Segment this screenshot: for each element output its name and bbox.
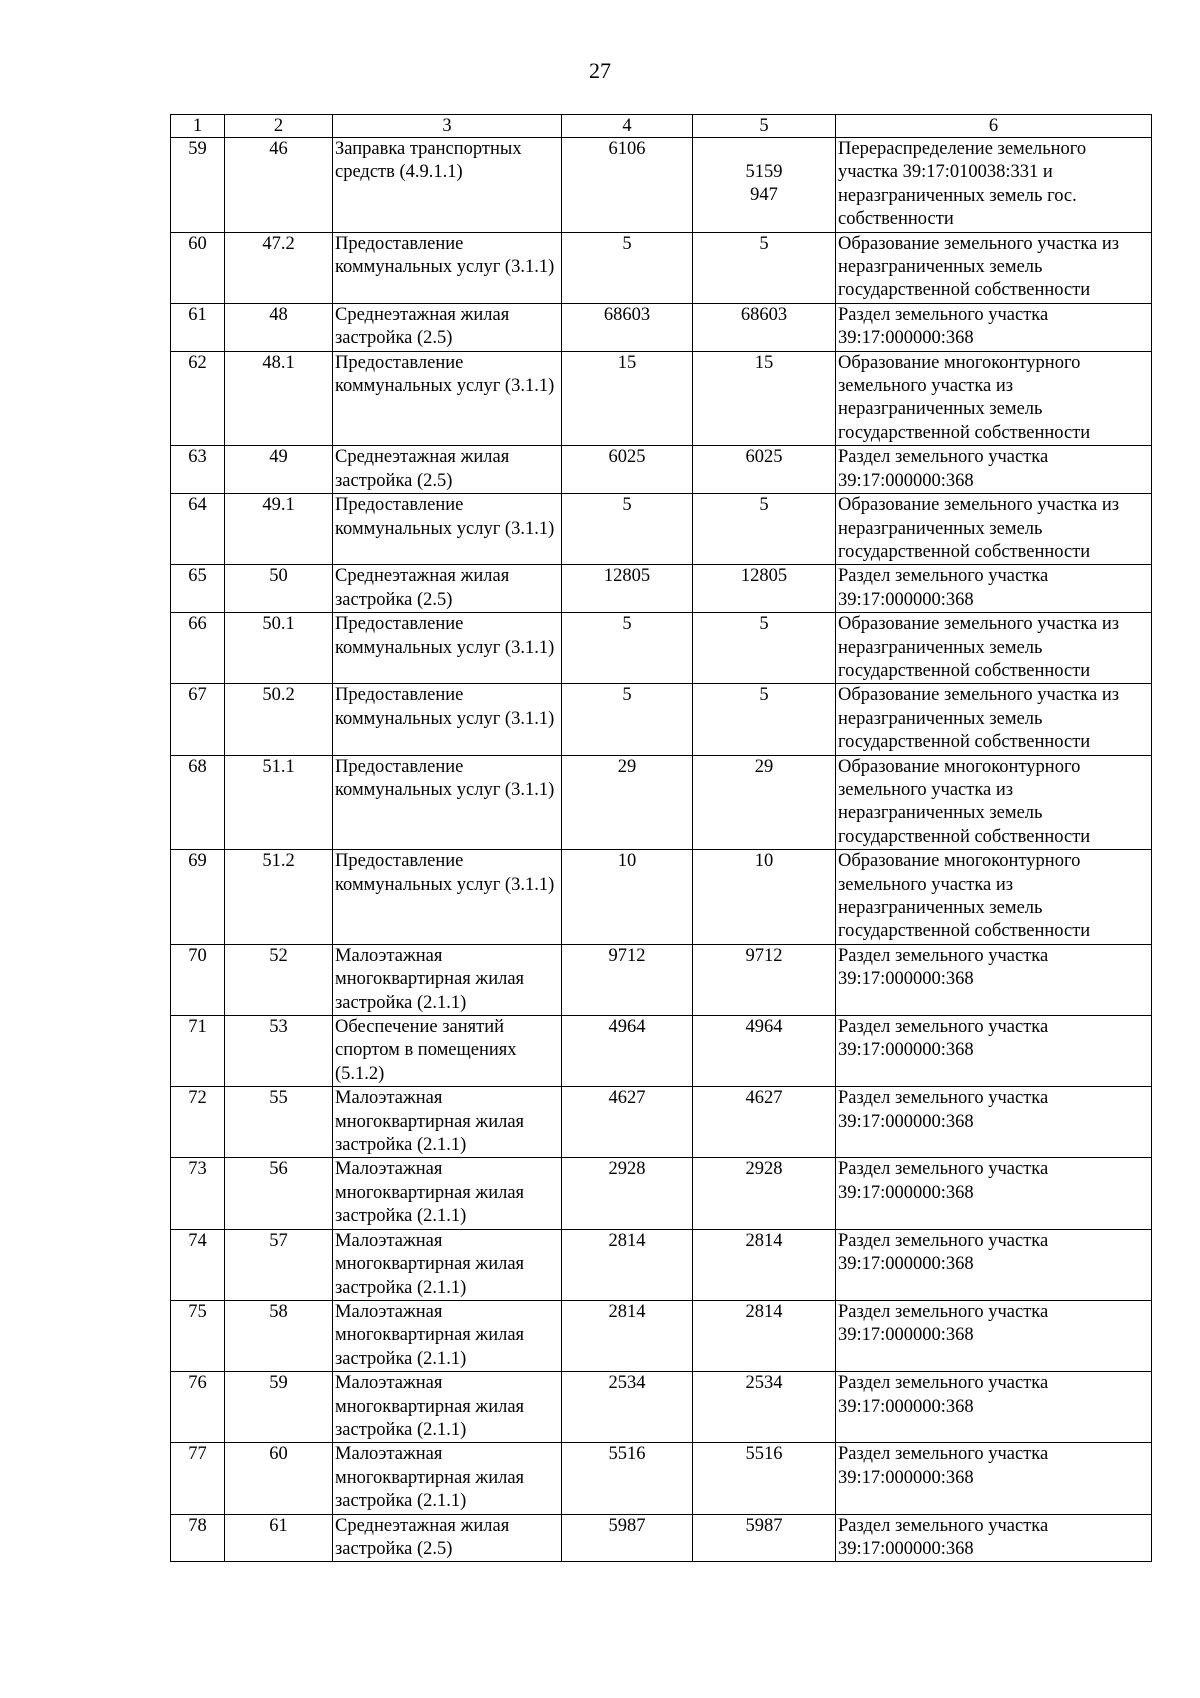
plot-number-cell: 60 <box>225 1443 333 1514</box>
row-number-cell: 61 <box>171 303 225 351</box>
plot-number-cell: 51.2 <box>225 850 333 945</box>
area-cell: 5987 <box>562 1514 693 1562</box>
permitted-use-cell: Предоставление коммунальных услуг (3.1.1) <box>333 850 562 945</box>
table-row <box>171 1158 1152 1229</box>
table-row <box>171 1514 1152 1562</box>
formation-method-cell: Раздел земельного участка 39:17:000000:368 <box>836 1372 1152 1443</box>
formation-method-cell: Образование многоконтурного земельного участка из неразграниченных земель государственной собственности <box>836 351 1152 446</box>
formed-area-cell: 9712 <box>693 944 836 1015</box>
formation-method-cell: Перераспределение земельного участка 39:17:010038:331 и неразграниченных земель гос. собственности <box>836 138 1152 233</box>
formation-method-cell: Образование земельного участка из неразграниченных земель государственной собственности <box>836 232 1152 303</box>
formation-method-cell: Раздел земельного участка 39:17:000000:368 <box>836 1016 1152 1087</box>
formed-area-cell: 2928 <box>693 1158 836 1229</box>
formed-area-cell: 5 <box>693 613 836 684</box>
table-row <box>171 565 1152 613</box>
formed-area-cell: 29 <box>693 755 836 850</box>
plot-number-cell: 52 <box>225 944 333 1015</box>
formation-method-cell: Образование земельного участка из неразграниченных земель государственной собственности <box>836 613 1152 684</box>
row-number-cell: 76 <box>171 1372 225 1443</box>
table-row <box>171 1016 1152 1087</box>
formed-area-cell: 5 <box>693 684 836 755</box>
row-number-cell: 67 <box>171 684 225 755</box>
permitted-use-cell: Предоставление коммунальных услуг (3.1.1) <box>333 755 562 850</box>
row-number-cell: 62 <box>171 351 225 446</box>
table-row <box>171 1229 1152 1300</box>
formed-area-cell: 5987 <box>693 1514 836 1562</box>
area-cell: 9712 <box>562 944 693 1015</box>
area-part-value: 947 <box>750 185 778 206</box>
row-number-cell: 66 <box>171 613 225 684</box>
row-number-cell: 75 <box>171 1300 225 1371</box>
area-cell: 5 <box>562 613 693 684</box>
permitted-use-cell: Среднеэтажная жилая застройка (2.5) <box>333 446 562 494</box>
row-number-cell: 77 <box>171 1443 225 1514</box>
area-cell: 2928 <box>562 1158 693 1229</box>
plot-number-cell: 47.2 <box>225 232 333 303</box>
permitted-use-cell: Предоставление коммунальных услуг (3.1.1) <box>333 684 562 755</box>
formed-area-cell: 4964 <box>693 1016 836 1087</box>
formation-method-cell: Раздел земельного участка 39:17:000000:368 <box>836 1514 1152 1562</box>
area-cell: 5 <box>562 684 693 755</box>
plot-number-cell: 58 <box>225 1300 333 1371</box>
row-number-cell: 74 <box>171 1229 225 1300</box>
table-row <box>171 351 1152 446</box>
plot-number-cell: 61 <box>225 1514 333 1562</box>
row-number-cell: 78 <box>171 1514 225 1562</box>
row-number-cell: 71 <box>171 1016 225 1087</box>
row-number-cell: 63 <box>171 446 225 494</box>
permitted-use-cell: Среднеэтажная жилая застройка (2.5) <box>333 303 562 351</box>
row-number-cell: 68 <box>171 755 225 850</box>
permitted-use-cell: Предоставление коммунальных услуг (3.1.1) <box>333 613 562 684</box>
plot-number-cell: 57 <box>225 1229 333 1300</box>
formed-area-cell: 12805 <box>693 565 836 613</box>
plot-number-cell: 48.1 <box>225 351 333 446</box>
permitted-use-cell: Среднеэтажная жилая застройка (2.5) <box>333 565 562 613</box>
formation-method-cell: Образование земельного участка из неразграниченных земель государственной собственности <box>836 494 1152 565</box>
column-header: 1 <box>171 115 225 138</box>
permitted-use-cell: Малоэтажная многоквартирная жилая застройка (2.1.1) <box>333 1300 562 1371</box>
plot-number-cell: 50.2 <box>225 684 333 755</box>
plot-number-cell: 50 <box>225 565 333 613</box>
area-cell: 5 <box>562 232 693 303</box>
table-row <box>171 944 1152 1015</box>
table-row <box>171 1372 1152 1443</box>
formation-method-cell: Раздел земельного участка 39:17:000000:368 <box>836 944 1152 1015</box>
plot-number-cell: 51.1 <box>225 755 333 850</box>
permitted-use-cell: Малоэтажная многоквартирная жилая застройка (2.1.1) <box>333 1158 562 1229</box>
permitted-use-cell: Предоставление коммунальных услуг (3.1.1) <box>333 232 562 303</box>
table-row <box>171 494 1152 565</box>
row-number-cell: 64 <box>171 494 225 565</box>
area-cell: 4627 <box>562 1087 693 1158</box>
table-row <box>171 755 1152 850</box>
area-cell: 29 <box>562 755 693 850</box>
area-cell: 12805 <box>562 565 693 613</box>
row-number-cell: 60 <box>171 232 225 303</box>
plot-number-cell: 53 <box>225 1016 333 1087</box>
area-cell: 15 <box>562 351 693 446</box>
formed-area-cell: 2814 <box>693 1229 836 1300</box>
permitted-use-cell: Предоставление коммунальных услуг (3.1.1) <box>333 494 562 565</box>
table-row <box>171 1443 1152 1514</box>
area-cell: 2814 <box>562 1300 693 1371</box>
formation-method-cell: Раздел земельного участка 39:17:000000:368 <box>836 1300 1152 1371</box>
column-header: 3 <box>333 115 562 138</box>
area-cell: 10 <box>562 850 693 945</box>
permitted-use-cell: Малоэтажная многоквартирная жилая застройка (2.1.1) <box>333 1229 562 1300</box>
row-number-cell: 65 <box>171 565 225 613</box>
area-cell: 6025 <box>562 446 693 494</box>
formed-area-cell: 6025 <box>693 446 836 494</box>
area-cell: 68603 <box>562 303 693 351</box>
permitted-use-cell: Малоэтажная многоквартирная жилая застройка (2.1.1) <box>333 1443 562 1514</box>
formed-area-cell: 68603 <box>693 303 836 351</box>
formed-area-cell: 2534 <box>693 1372 836 1443</box>
formation-method-cell: Раздел земельного участка 39:17:000000:368 <box>836 446 1152 494</box>
column-header: 2 <box>225 115 333 138</box>
table-row <box>171 232 1152 303</box>
table-row <box>171 1087 1152 1158</box>
row-number-cell: 73 <box>171 1158 225 1229</box>
plot-number-cell: 59 <box>225 1372 333 1443</box>
table-row <box>171 850 1152 945</box>
formation-method-cell: Раздел земельного участка 39:17:000000:368 <box>836 1229 1152 1300</box>
area-cell: 5 <box>562 494 693 565</box>
formed-area-cell: 5 <box>693 232 836 303</box>
formed-area-cell: 15 <box>693 351 836 446</box>
table-row <box>171 138 1152 233</box>
permitted-use-cell: Малоэтажная многоквартирная жилая застройка (2.1.1) <box>333 1372 562 1443</box>
plot-number-cell: 56 <box>225 1158 333 1229</box>
area-cell: 2534 <box>562 1372 693 1443</box>
permitted-use-cell: Заправка транспортных средств (4.9.1.1) <box>333 138 562 233</box>
row-number-cell: 59 <box>171 138 225 233</box>
area-parts-cell <box>693 138 836 233</box>
area-cell: 4964 <box>562 1016 693 1087</box>
plot-number-cell: 49.1 <box>225 494 333 565</box>
table-row <box>171 684 1152 755</box>
plot-number-cell: 50.1 <box>225 613 333 684</box>
permitted-use-cell: Малоэтажная многоквартирная жилая застройка (2.1.1) <box>333 944 562 1015</box>
formed-area-cell: 10 <box>693 850 836 945</box>
area-part-value: 5159 <box>745 162 783 182</box>
column-header: 6 <box>836 115 1152 138</box>
area-cell: 5516 <box>562 1443 693 1514</box>
formation-method-cell: Раздел земельного участка 39:17:000000:368 <box>836 303 1152 351</box>
formation-method-cell: Образование земельного участка из неразграниченных земель государственной собственности <box>836 684 1152 755</box>
formation-method-cell: Раздел земельного участка 39:17:000000:368 <box>836 1158 1152 1229</box>
permitted-use-cell: Среднеэтажная жилая застройка (2.5) <box>333 1514 562 1562</box>
table-row <box>171 303 1152 351</box>
table-header-row <box>171 115 1152 138</box>
formation-method-cell: Образование многоконтурного земельного участка из неразграниченных земель государственной собственности <box>836 850 1152 945</box>
formation-method-cell: Раздел земельного участка 39:17:000000:368 <box>836 1443 1152 1514</box>
column-header: 4 <box>562 115 693 138</box>
plot-number-cell: 49 <box>225 446 333 494</box>
plot-number-cell: 46 <box>225 138 333 233</box>
permitted-use-cell: Предоставление коммунальных услуг (3.1.1) <box>333 351 562 446</box>
formation-method-cell: Образование многоконтурного земельного участка из неразграниченных земель государственной собственности <box>836 755 1152 850</box>
formed-area-cell: 2814 <box>693 1300 836 1371</box>
column-header: 5 <box>693 115 836 138</box>
table-row <box>171 446 1152 494</box>
land-plot-table <box>170 114 1152 1562</box>
plot-number-cell: 55 <box>225 1087 333 1158</box>
row-number-cell: 70 <box>171 944 225 1015</box>
table-row <box>171 613 1152 684</box>
formed-area-cell: 5516 <box>693 1443 836 1514</box>
formed-area-cell: 4627 <box>693 1087 836 1158</box>
page-number: 27 <box>589 58 611 83</box>
permitted-use-cell: Обеспечение занятий спортом в помещениях (5.1.2) <box>333 1016 562 1087</box>
area-cell: 6106 <box>562 138 693 233</box>
area-cell: 2814 <box>562 1229 693 1300</box>
formed-area-cell: 5 <box>693 494 836 565</box>
row-number-cell: 69 <box>171 850 225 945</box>
plot-number-cell: 48 <box>225 303 333 351</box>
formation-method-cell: Раздел земельного участка 39:17:000000:368 <box>836 565 1152 613</box>
formation-method-cell: Раздел земельного участка 39:17:000000:368 <box>836 1087 1152 1158</box>
table-row <box>171 1300 1152 1371</box>
permitted-use-cell: Малоэтажная многоквартирная жилая застройка (2.1.1) <box>333 1087 562 1158</box>
row-number-cell: 72 <box>171 1087 225 1158</box>
